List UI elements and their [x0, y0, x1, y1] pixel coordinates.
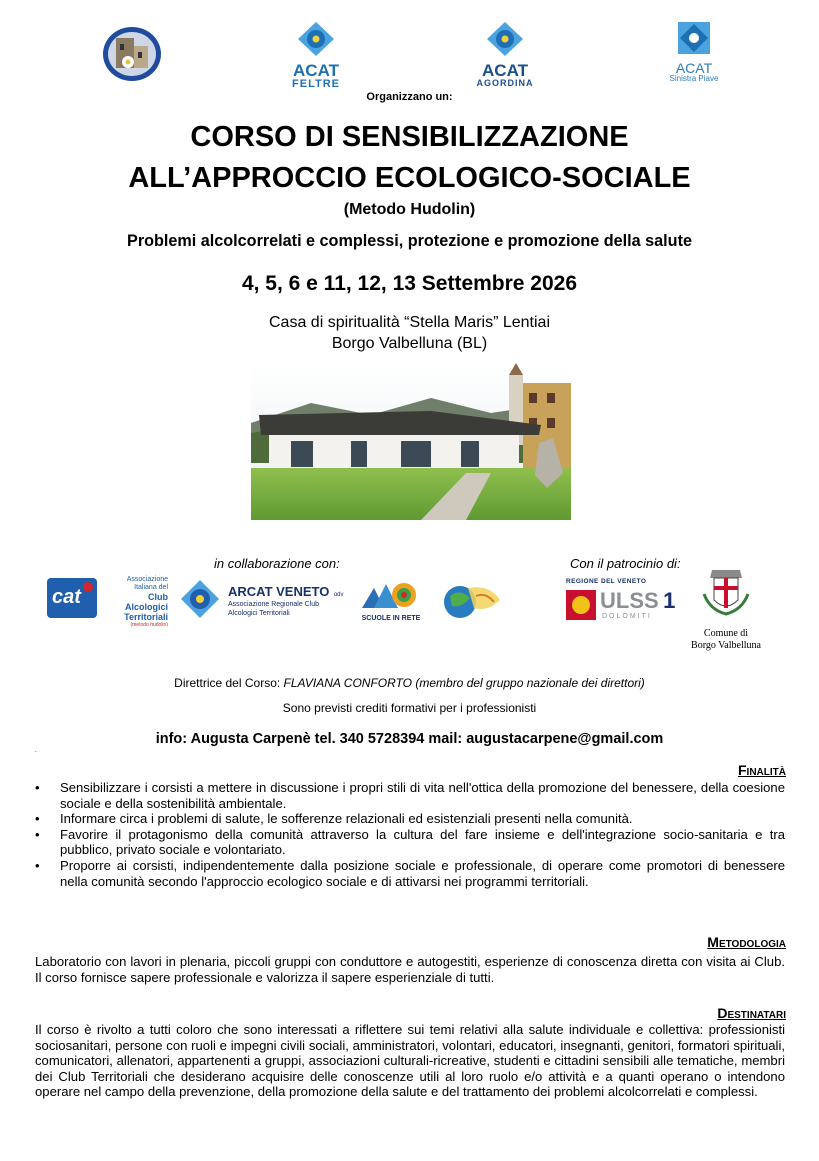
aicat-line4: Alcologici — [124, 602, 168, 612]
title-method: (Metodo Hudolin) — [343, 201, 476, 218]
finalita-list — [35, 780, 785, 889]
metodologia-heading: Metodologia — [707, 934, 786, 950]
arcat-desc1: Associazione Regionale Club — [228, 601, 320, 608]
director-label: Direttrice del Corso: — [174, 676, 284, 690]
acat-feltre-sub: FELTRE — [292, 78, 340, 90]
course-dates: 4, 5, 6 e 11, 12, 13 Settembre 2026 — [241, 272, 578, 295]
associazione-globe-logo — [440, 578, 504, 622]
acat-feltre-logo — [284, 20, 348, 90]
finalita-item: • Sensibilizzare i corsisti a mettere in discussione i propri stili di vita nell'ottica della promozione del benessere, della coesione sociale e della sostenibilità ambientale. — [35, 780, 785, 811]
credits-note: Sono previsti crediti formativi per i professionisti — [282, 701, 537, 715]
comune-borgo-valbelluna-logo — [686, 564, 766, 650]
stray-dot: . — [35, 748, 37, 754]
comune-line1: Comune di — [703, 628, 749, 639]
aicat-mark-dot — [83, 582, 93, 592]
title-line2: ALL’APPROCCIO ECOLOGICO-SOCIALE — [128, 162, 691, 194]
finalita-heading: Finalità — [738, 762, 786, 778]
ulss-sub: DOLOMITI — [602, 613, 652, 620]
aicat-mark — [47, 578, 97, 618]
scuole-graphic — [360, 580, 422, 610]
aicat-line5: Territoriali — [124, 612, 168, 622]
title-subtitle: Problemi alcolcorrelati e complessi, protezione e promozione della salute — [127, 232, 692, 250]
director-name: FLAVIANA CONFORTO (membro del gruppo nazionale dei direttori) — [283, 676, 645, 690]
arcat-desc2: Alcologici Territoriali — [228, 610, 290, 617]
acat-agordina-logo — [470, 20, 540, 88]
acat-agordina-name: ACAT — [482, 61, 528, 80]
aicat-line2: Italiana del — [134, 584, 168, 591]
arcat-veneto-logo — [178, 579, 343, 621]
info-contact: info: Augusta Carpenè tel. 340 5728394 mail: augustacarpene@gmail.com — [155, 731, 664, 747]
arcat-flower-icon — [178, 579, 222, 619]
title-line1: CORSO DI SENSIBILIZZAZIONE — [190, 121, 629, 153]
aicat-line1: Associazione — [126, 576, 168, 583]
ulss-number: 1 — [663, 588, 676, 613]
venue-line1: Casa di spiritualità “Stella Maris” Lentiai — [269, 314, 550, 331]
acat-agordina-sub: AGORDINA — [476, 78, 534, 88]
destinatari-heading: Destinatari — [717, 1005, 786, 1021]
aicat-line6: (metodo hudolin) — [130, 622, 168, 628]
acat-sinistra-piave-logo — [664, 20, 724, 82]
aicat-logo — [47, 576, 169, 628]
acat-sinistra-piave-name: ACAT — [675, 60, 713, 76]
arcat-name: ARCAT VENETO — [228, 584, 330, 599]
regione-label: REGIONE DEL VENETO — [566, 578, 647, 585]
club-logo — [102, 26, 162, 82]
scuole-name: SCUOLE IN RETE — [361, 615, 421, 622]
finalita-item: • Proporre ai corsisti, indipendentemente dalla posizione sociale e professionale, di operare come promotori di benessere nella comunità secondo l'approccio ecologico sociale e di attivarsi nei programmi territoriali. — [35, 858, 785, 889]
regione-veneto-ulss-logo — [566, 578, 690, 624]
aicat-line3: Club — [148, 592, 168, 602]
aicat-mark-text: cat — [52, 586, 81, 608]
ulss-label: ULSS — [600, 588, 659, 613]
comune-line2: Borgo Valbelluna — [691, 640, 761, 651]
metodologia-text: Laboratorio con lavori in plenaria, piccoli gruppi con conduttore e autogestiti, esperienze di conoscenza diretta con visita ai Club. Il corso fornisce sapere professionale e valorizza il sapere esperienziale di tutti. — [35, 954, 785, 985]
destinatari-text: Il corso è rivolto a tutti coloro che sono interessati a riflettere sui temi relativi alla salute individuale e collettiva: professionisti sociosanitari, persone con ruoli e impegni civili sociali, amministratori, volontari, educatori, insegnanti, genitori, formatori spirituali, comunicatori, allenatori, appartenenti a gruppi, associazioni culturali-ricreative, studenti e cittadini sensibili alle tematiche, membri dei Club Territoriali che desiderano acquisire delle conoscenze utili al loro ruolo e/o attività e a quanti operano o intendono operare nel campo della prevenzione, della promozione della salute e del trattamento dei problemi alcolcorrelati e complessi. — [35, 1022, 785, 1100]
collaboration-label: in collaborazione con: — [214, 556, 340, 571]
venue-photo — [251, 363, 571, 520]
coat-of-arms-icon — [686, 564, 766, 620]
organizers-intro: Organizzano un: — [366, 91, 453, 103]
finalita-item: • Informare circa i problemi di salute, le sofferenze relazionali ed esistenziali presenti nella comunità. — [35, 811, 785, 827]
finalita-item: • Favorire il protagonismo della comunità attraverso la cultura del fare insieme e dell'integrazione socio-sanitaria e tra pubblico, privato sociale e volontariato. — [35, 827, 785, 858]
acat-feltre-name: ACAT — [293, 61, 339, 80]
lion-of-st-mark-icon — [566, 590, 596, 620]
director-line — [0, 676, 819, 690]
scuole-in-rete-logo — [360, 580, 422, 626]
patronage-label: Con il patrocinio di: — [570, 556, 681, 571]
arcat-suffix: odv — [333, 592, 344, 598]
acat-sinistra-piave-sub: Sinistra Piave — [669, 74, 719, 83]
venue-line2: Borgo Valbelluna (BL) — [331, 335, 488, 352]
